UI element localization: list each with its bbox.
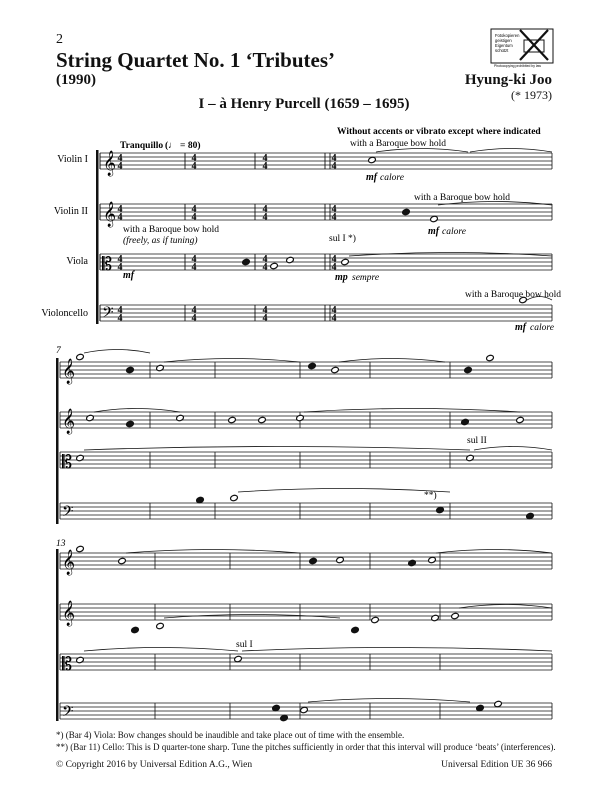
time-signature-numerator: 4 (262, 153, 268, 164)
performance-instruction: Without accents or vibrato except where indicated (337, 127, 541, 137)
notehead (309, 557, 318, 564)
notehead (428, 556, 437, 563)
tempo-value: (♩ = 80) (165, 141, 201, 151)
composition-year: (1990) (56, 72, 96, 88)
notehead (76, 545, 85, 552)
time-signature-numerator: 4 (191, 305, 197, 316)
treble-clef: 𝄞 (62, 359, 76, 384)
time-signature-numerator: 4 (191, 153, 197, 164)
time-signature-denominator: 4 (191, 212, 197, 223)
piece-title: String Quartet No. 1 ‘Tributes’ (56, 48, 335, 72)
page-number: 2 (56, 32, 63, 47)
time-signature-denominator: 4 (191, 262, 197, 273)
time-signature-numerator: 4 (262, 305, 268, 316)
bar-number-13: 13 (56, 539, 66, 549)
alto-clef: 𝄡 (102, 254, 113, 275)
tie (474, 447, 552, 451)
tie (126, 550, 300, 554)
notehead (156, 364, 165, 371)
cello-bow-marking: with a Baroque bow hold (465, 290, 562, 300)
notehead (430, 215, 439, 222)
system-bracket (56, 358, 59, 524)
notehead (351, 626, 360, 633)
treble-clef: 𝄞 (103, 151, 117, 176)
time-signature-denominator: 4 (117, 262, 123, 273)
viola-tuning-note: (freely, as if tuning) (123, 236, 198, 246)
instrument-label-viola: Viola (66, 256, 88, 267)
edition-number: Universal Edition UE 36 966 (441, 760, 552, 770)
time-signature-denominator: 4 (331, 161, 337, 172)
tie (238, 489, 450, 493)
tie (242, 648, 552, 652)
notehead (272, 704, 281, 711)
system-bracket (56, 549, 59, 721)
movement-title: I – à Henry Purcell (1659 – 1695) (198, 96, 410, 112)
logo-line-1: Fotokopieren (495, 33, 520, 38)
cello-footnote-mark: **) (424, 491, 437, 501)
time-signature-denominator: 4 (262, 262, 268, 273)
time-signature-numerator: 4 (331, 153, 337, 164)
notehead (336, 556, 345, 563)
time-signature-denominator: 4 (262, 212, 268, 223)
notehead (230, 494, 239, 501)
notehead (464, 366, 473, 373)
alto-clef: 𝄡 (62, 654, 73, 675)
vn1-dynamic: mf (366, 172, 378, 183)
vn2-bow-marking: with a Baroque bow hold (414, 193, 511, 203)
notehead (526, 512, 535, 519)
tie (339, 359, 445, 363)
cello-expression: calore (530, 323, 554, 333)
bass-clef: 𝄢 (62, 703, 74, 724)
notehead (280, 714, 289, 721)
time-signature-denominator: 4 (331, 313, 337, 324)
notehead (131, 626, 140, 633)
vn1-expression: calore (380, 173, 404, 183)
vn2-dynamic: mf (428, 226, 440, 237)
bass-clef: 𝄢 (62, 503, 74, 524)
notehead (494, 700, 503, 707)
tie (84, 648, 238, 652)
notehead (368, 156, 377, 163)
notehead (402, 208, 411, 215)
tie (94, 409, 180, 413)
instrument-label-violin-2: Violin II (53, 206, 88, 217)
tie (470, 149, 552, 153)
notehead (234, 655, 243, 662)
notehead (156, 622, 165, 629)
tie (304, 409, 520, 413)
notehead (308, 362, 317, 369)
time-signature-numerator: 4 (191, 254, 197, 265)
notehead (258, 416, 267, 423)
tie (436, 550, 552, 554)
tempo-label: Tranquillo (120, 141, 164, 151)
notehead (270, 262, 279, 269)
time-signature-denominator: 4 (117, 313, 123, 324)
logo-line-3: Eigentum (495, 43, 513, 48)
viola-dynamic-2: mp (335, 272, 348, 283)
logo-line-2: geistigen (495, 38, 512, 43)
time-signature-numerator: 4 (117, 204, 123, 215)
notehead (126, 420, 135, 427)
notehead (242, 258, 251, 265)
notehead (466, 454, 475, 461)
notehead (461, 418, 470, 425)
footnote-2: **) (Bar 11) Cello: This is D quarter-tone sharp. Tune the pitches sufficiently in order that this interval will produce ‘beats’ (interferences). (56, 742, 556, 752)
alto-clef: 𝄡 (62, 452, 73, 473)
treble-clef: 𝄞 (62, 409, 76, 434)
time-signature-denominator: 4 (262, 161, 268, 172)
bass-clef: 𝄢 (102, 304, 114, 325)
vn2-expression: calore (442, 227, 466, 237)
notehead (371, 616, 380, 623)
notehead (76, 454, 85, 461)
time-signature-numerator: 4 (331, 305, 337, 316)
composer-name: Hyung-ki Joo (464, 72, 552, 88)
notehead (296, 414, 305, 421)
notehead (451, 612, 460, 619)
time-signature-denominator: 4 (191, 161, 197, 172)
vn1-bow-marking: with a Baroque bow hold (350, 139, 447, 149)
bar-number-7: 7 (56, 346, 61, 356)
viola-bow-marking: with a Baroque bow hold (123, 225, 220, 235)
notehead (516, 416, 525, 423)
viola-sul-marking-3: sul I (236, 640, 253, 650)
time-signature-numerator: 4 (117, 305, 123, 316)
notehead (86, 414, 95, 421)
notehead (76, 656, 85, 663)
notehead (431, 614, 440, 621)
notehead (286, 256, 295, 263)
time-signature-numerator: 4 (117, 153, 123, 164)
logo-line-4: schützt (495, 48, 509, 53)
tie (164, 359, 300, 363)
tie (84, 447, 470, 451)
instrument-label-cello: Violoncello (41, 308, 88, 319)
time-signature-numerator: 4 (191, 204, 197, 215)
time-signature-numerator: 4 (262, 204, 268, 215)
cello-dynamic: mf (515, 322, 527, 333)
tie (84, 350, 150, 354)
footnote-1: *) (Bar 4) Viola: Bow changes should be inaudible and take place out of time with the ensemble. (56, 730, 405, 740)
notehead (196, 496, 205, 503)
notehead (76, 353, 85, 360)
viola-sul-marking: sul I *) (329, 234, 356, 244)
notehead (341, 258, 350, 265)
notehead (176, 414, 185, 421)
notehead (486, 354, 495, 361)
tie (376, 149, 468, 153)
notehead (118, 557, 127, 564)
treble-clef: 𝄞 (103, 202, 117, 227)
time-signature-denominator: 4 (117, 161, 123, 172)
notehead (408, 559, 417, 566)
time-signature-numerator: 4 (262, 254, 268, 265)
time-signature-numerator: 4 (117, 254, 123, 265)
treble-clef: 𝄞 (62, 550, 76, 575)
instrument-label-violin-1: Violin I (57, 154, 88, 165)
time-signature-denominator: 4 (331, 262, 337, 273)
viola-dynamic: mf (123, 270, 135, 281)
time-signature-denominator: 4 (191, 313, 197, 324)
notehead (331, 366, 340, 373)
notehead (126, 366, 135, 373)
time-signature-denominator: 4 (117, 212, 123, 223)
time-signature-numerator: 4 (331, 204, 337, 215)
tie (459, 605, 552, 609)
system-bracket (96, 150, 99, 324)
notehead (300, 706, 309, 713)
treble-clef: 𝄞 (62, 601, 76, 626)
notehead (228, 416, 237, 423)
copyright-notice: © Copyright 2016 by Universal Edition A.G., Wien (56, 760, 253, 770)
composer-dates: (* 1973) (511, 88, 552, 102)
logo-tagline: Photocopying prohibited by law (494, 64, 541, 68)
notehead (436, 506, 445, 513)
viola-sul-marking-2: sul II (467, 436, 487, 446)
viola-expression-2: sempre (352, 273, 380, 283)
time-signature-numerator: 4 (331, 254, 337, 265)
time-signature-denominator: 4 (331, 212, 337, 223)
notehead (476, 704, 485, 711)
time-signature-denominator: 4 (262, 313, 268, 324)
tie (308, 699, 470, 703)
